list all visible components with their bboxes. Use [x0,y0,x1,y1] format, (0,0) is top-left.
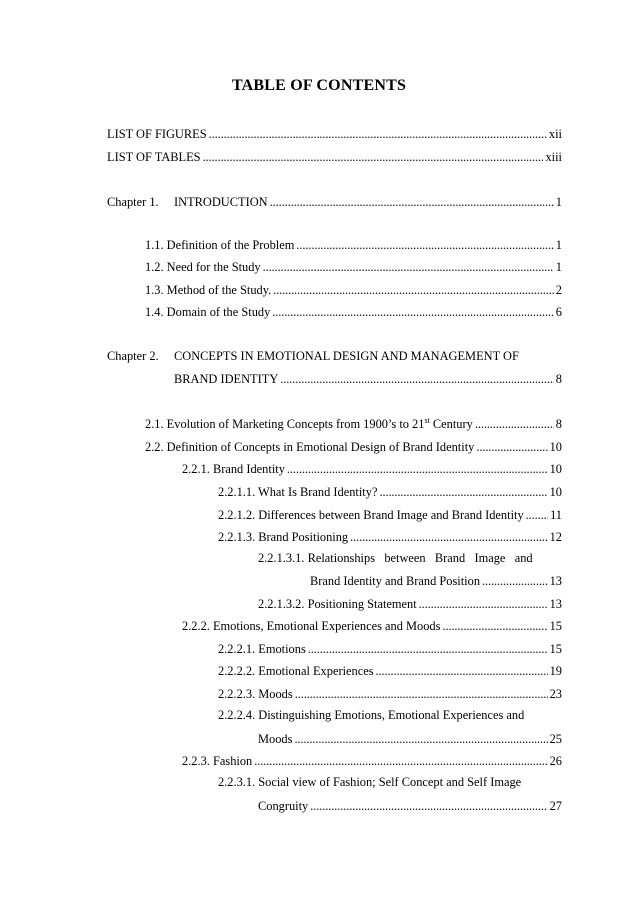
toc-page-number: 1 [555,260,562,274]
toc-page-number: 8 [555,372,562,386]
toc-page-number: 25 [549,732,562,746]
toc-entry-text: 1.4. Domain of the Study [145,305,271,319]
toc-entry-2-2[interactable] [145,435,562,455]
toc-page-number: 1 [555,238,562,252]
toc-entry-1-1[interactable] [145,233,562,253]
chapter-2-title-line-1: CONCEPTS IN EMOTIONAL DESIGN AND MANAGEMENT OF [174,349,519,363]
toc-entry-1-2[interactable] [145,255,562,275]
toc-entry-text: Moods [258,732,293,746]
dot-leader [263,260,554,275]
toc-entry-2-2-3-1[interactable] [258,794,562,814]
toc-entry-2-2-2-4-line-1: 2.2.2.4. Distinguishing Emotions, Emotional Experiences and [218,708,525,722]
toc-page-number: 15 [549,642,562,656]
toc-page-number: 26 [549,754,562,768]
toc-page-number: 2 [555,283,562,297]
toc-page-number: 13 [549,574,562,588]
page-title: TABLE OF CONTENTS [231,77,407,94]
toc-entry-text: 2.2.1.2. Differences between Brand Image and Brand Identity [218,508,524,522]
dot-leader [295,687,548,702]
toc-entry-2-2-2-3[interactable] [218,682,562,702]
dot-leader [482,574,548,589]
toc-entry-text: INTRODUCTION [174,195,268,209]
toc-entry-2-2-2-4[interactable] [258,727,562,747]
dot-leader [287,462,548,477]
dot-leader [203,150,544,165]
toc-entry-2-2-3[interactable] [182,749,562,769]
toc-entry-text: 2.2.2.1. Emotions [218,642,306,656]
dot-leader [350,530,548,545]
toc-entry-text: BRAND IDENTITY [174,372,279,386]
dot-leader [272,305,554,320]
toc-entry-chapter-1[interactable] [174,190,562,210]
toc-entry-text: LIST OF FIGURES [107,127,207,141]
toc-entry-text: LIST OF TABLES [107,150,201,164]
dot-leader [310,799,547,814]
toc-entry-2-2-3-1-line-1: 2.2.3.1. Social view of Fashion; Self Concept and Self Image [218,775,522,789]
toc-entry-2-2-1-1[interactable] [218,480,562,500]
toc-entry-text: 2.2.3. Fashion [182,754,253,768]
dot-leader [254,754,547,769]
toc-entry-2-1[interactable] [145,412,562,432]
toc-page-number: 12 [549,530,562,544]
toc-page-number: 10 [549,440,562,454]
dot-leader [280,372,554,387]
toc-entry-2-2-1-3[interactable] [218,525,562,545]
dot-leader [270,195,554,210]
chapter-label: Chapter 1. [107,195,159,209]
toc-entry-text [145,417,473,432]
toc-page-number: 15 [549,619,562,633]
toc-entry-2-2-1-3-1-line-1: 2.2.1.3.1. Relationships between Brand Image and [258,551,533,565]
toc-page-number: 8 [555,417,562,431]
toc-entry-list-of-figures[interactable] [107,122,562,142]
toc-entry-2-2-1-3-1[interactable] [310,569,562,589]
toc-entry-1-3[interactable] [145,278,562,298]
toc-entry-text: 2.2.1. Brand Identity [182,462,285,476]
toc-entry-text: 2.2.1.3.2. Positioning Statement [258,597,417,611]
toc-entry-text-pre: 2.1. Evolution of Marketing Concepts from 1900’s to 21 [145,417,425,431]
superscript: st [424,415,430,425]
dot-leader [308,642,548,657]
toc-entry-1-4[interactable] [145,300,562,320]
dot-leader [442,619,547,634]
toc-entry-2-2-1-3-2[interactable] [258,592,562,612]
toc-page-number: 1 [555,195,562,209]
toc-page-number: xiii [545,150,562,164]
dot-leader [419,597,548,612]
toc-entry-text-post: Century [429,417,473,431]
toc-entry-2-2-2[interactable] [182,614,562,634]
toc-page-number: 10 [549,485,562,499]
toc-page-number: 11 [550,508,562,522]
dot-leader [209,127,547,142]
toc-entry-text: 2.2.1.1. What Is Brand Identity? [218,485,378,499]
toc-entry-2-2-2-2[interactable] [218,659,562,679]
toc-page-number: 23 [549,687,562,701]
toc-entry-text: 2.2.1.3. Brand Positioning [218,530,349,544]
toc-entry-text: 2.2.2.2. Emotional Experiences [218,664,374,678]
toc-entry-text: 1.3. Method of the Study. [145,283,272,297]
toc-entry-2-2-1[interactable] [182,457,562,477]
chapter-label: Chapter 2. [107,349,159,363]
toc-page-number: 27 [549,799,562,813]
toc-entry-text: 1.2. Need for the Study [145,260,261,274]
toc-page-number: 10 [549,462,562,476]
toc-entry-chapter-2[interactable] [174,367,562,387]
toc-entry-2-2-1-2[interactable] [218,503,562,523]
toc-entry-text: 2.2.2.3. Moods [218,687,293,701]
toc-page-number: 6 [555,305,562,319]
dot-leader [294,732,547,747]
dot-leader [526,508,548,523]
toc-page-number: 19 [549,664,562,678]
dot-leader [296,238,553,253]
toc-entry-text: 1.1. Definition of the Problem [145,238,295,252]
dot-leader [475,417,554,432]
toc-page-number: xii [548,127,562,141]
toc-entry-text: Congruity [258,799,309,813]
toc-entry-2-2-2-1[interactable] [218,637,562,657]
dot-leader [379,485,547,500]
toc-entry-text: Brand Identity and Brand Position [310,574,481,588]
toc-entry-text: 2.2.2. Emotions, Emotional Experiences and Moods [182,619,441,633]
dot-leader [273,283,554,298]
toc-page-number: 13 [549,597,562,611]
dot-leader [476,440,547,455]
toc-entry-text: 2.2. Definition of Concepts in Emotional Design of Brand Identity [145,440,475,454]
toc-entry-list-of-tables[interactable] [107,145,562,165]
dot-leader [376,664,548,679]
